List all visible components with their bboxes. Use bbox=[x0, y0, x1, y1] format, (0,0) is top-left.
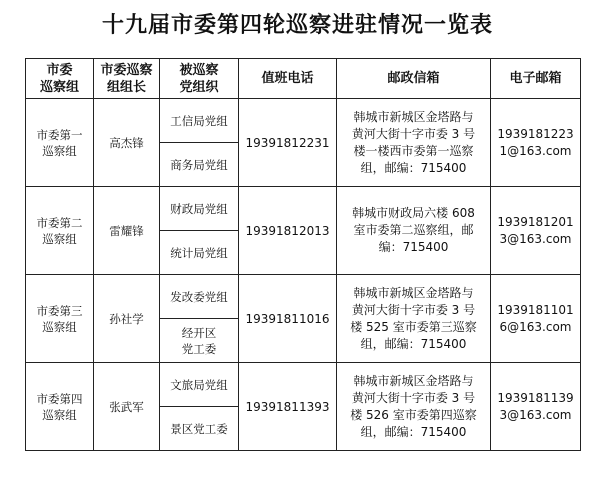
group-cell: 市委第三 巡察组 bbox=[26, 275, 94, 363]
group-cell: 市委第一 巡察组 bbox=[26, 99, 94, 187]
header-email: 电子邮箱 bbox=[491, 59, 581, 99]
page-title: 十九届市委第四轮巡察进驻情况一览表 bbox=[101, 13, 493, 38]
phone-cell: 19391811016 bbox=[239, 275, 337, 363]
party-cell: 统计局党组 bbox=[160, 231, 239, 275]
leader-cell: 高杰锋 bbox=[94, 99, 160, 187]
email-cell: 1939181139 3@163.com bbox=[491, 363, 581, 451]
header-row bbox=[26, 59, 581, 99]
phone-cell: 19391811393 bbox=[239, 363, 337, 451]
table-row bbox=[26, 187, 581, 231]
party-cell: 商务局党组 bbox=[160, 143, 239, 187]
header-phone: 值班电话 bbox=[239, 59, 337, 99]
header-group: 市委 巡察组 bbox=[26, 59, 94, 99]
phone-cell: 19391812013 bbox=[239, 187, 337, 275]
leader-cell: 张武军 bbox=[94, 363, 160, 451]
post-cell: 韩城市财政局六楼 608 室市委第二巡察组，邮 编：715400 bbox=[337, 187, 491, 275]
party-cell: 财政局党组 bbox=[160, 187, 239, 231]
table-row bbox=[26, 363, 581, 407]
group-cell: 市委第二 巡察组 bbox=[26, 187, 94, 275]
party-cell: 景区党工委 bbox=[160, 407, 239, 451]
table-row bbox=[26, 99, 581, 143]
post-cell: 韩城市新城区金塔路与 黄河大街十字市委 3 号 楼 526 室市委第四巡察 组，邮编：715400 bbox=[337, 363, 491, 451]
party-cell: 文旅局党组 bbox=[160, 363, 239, 407]
party-cell: 发改委党组 bbox=[160, 275, 239, 319]
leader-cell: 雷耀锋 bbox=[94, 187, 160, 275]
party-cell: 工信局党组 bbox=[160, 99, 239, 143]
header-party: 被巡察 党组织 bbox=[160, 59, 239, 99]
group-cell: 市委第四 巡察组 bbox=[26, 363, 94, 451]
header-post: 邮政信箱 bbox=[337, 59, 491, 99]
table-row bbox=[26, 275, 581, 319]
header-leader: 市委巡察 组组长 bbox=[94, 59, 160, 99]
party-cell: 经开区 党工委 bbox=[160, 319, 239, 363]
inspection-table bbox=[25, 58, 581, 451]
leader-cell: 孙社学 bbox=[94, 275, 160, 363]
email-cell: 1939181101 6@163.com bbox=[491, 275, 581, 363]
post-cell: 韩城市新城区金塔路与 黄河大街十字市委 3 号 楼 525 室市委第三巡察 组，邮编：715400 bbox=[337, 275, 491, 363]
email-cell: 1939181201 3@163.com bbox=[491, 187, 581, 275]
post-cell: 韩城市新城区金塔路与 黄河大街十字市委 3 号 楼一楼西市委第一巡察 组，邮编：715400 bbox=[337, 99, 491, 187]
email-cell: 1939181223 1@163.com bbox=[491, 99, 581, 187]
phone-cell: 19391812231 bbox=[239, 99, 337, 187]
